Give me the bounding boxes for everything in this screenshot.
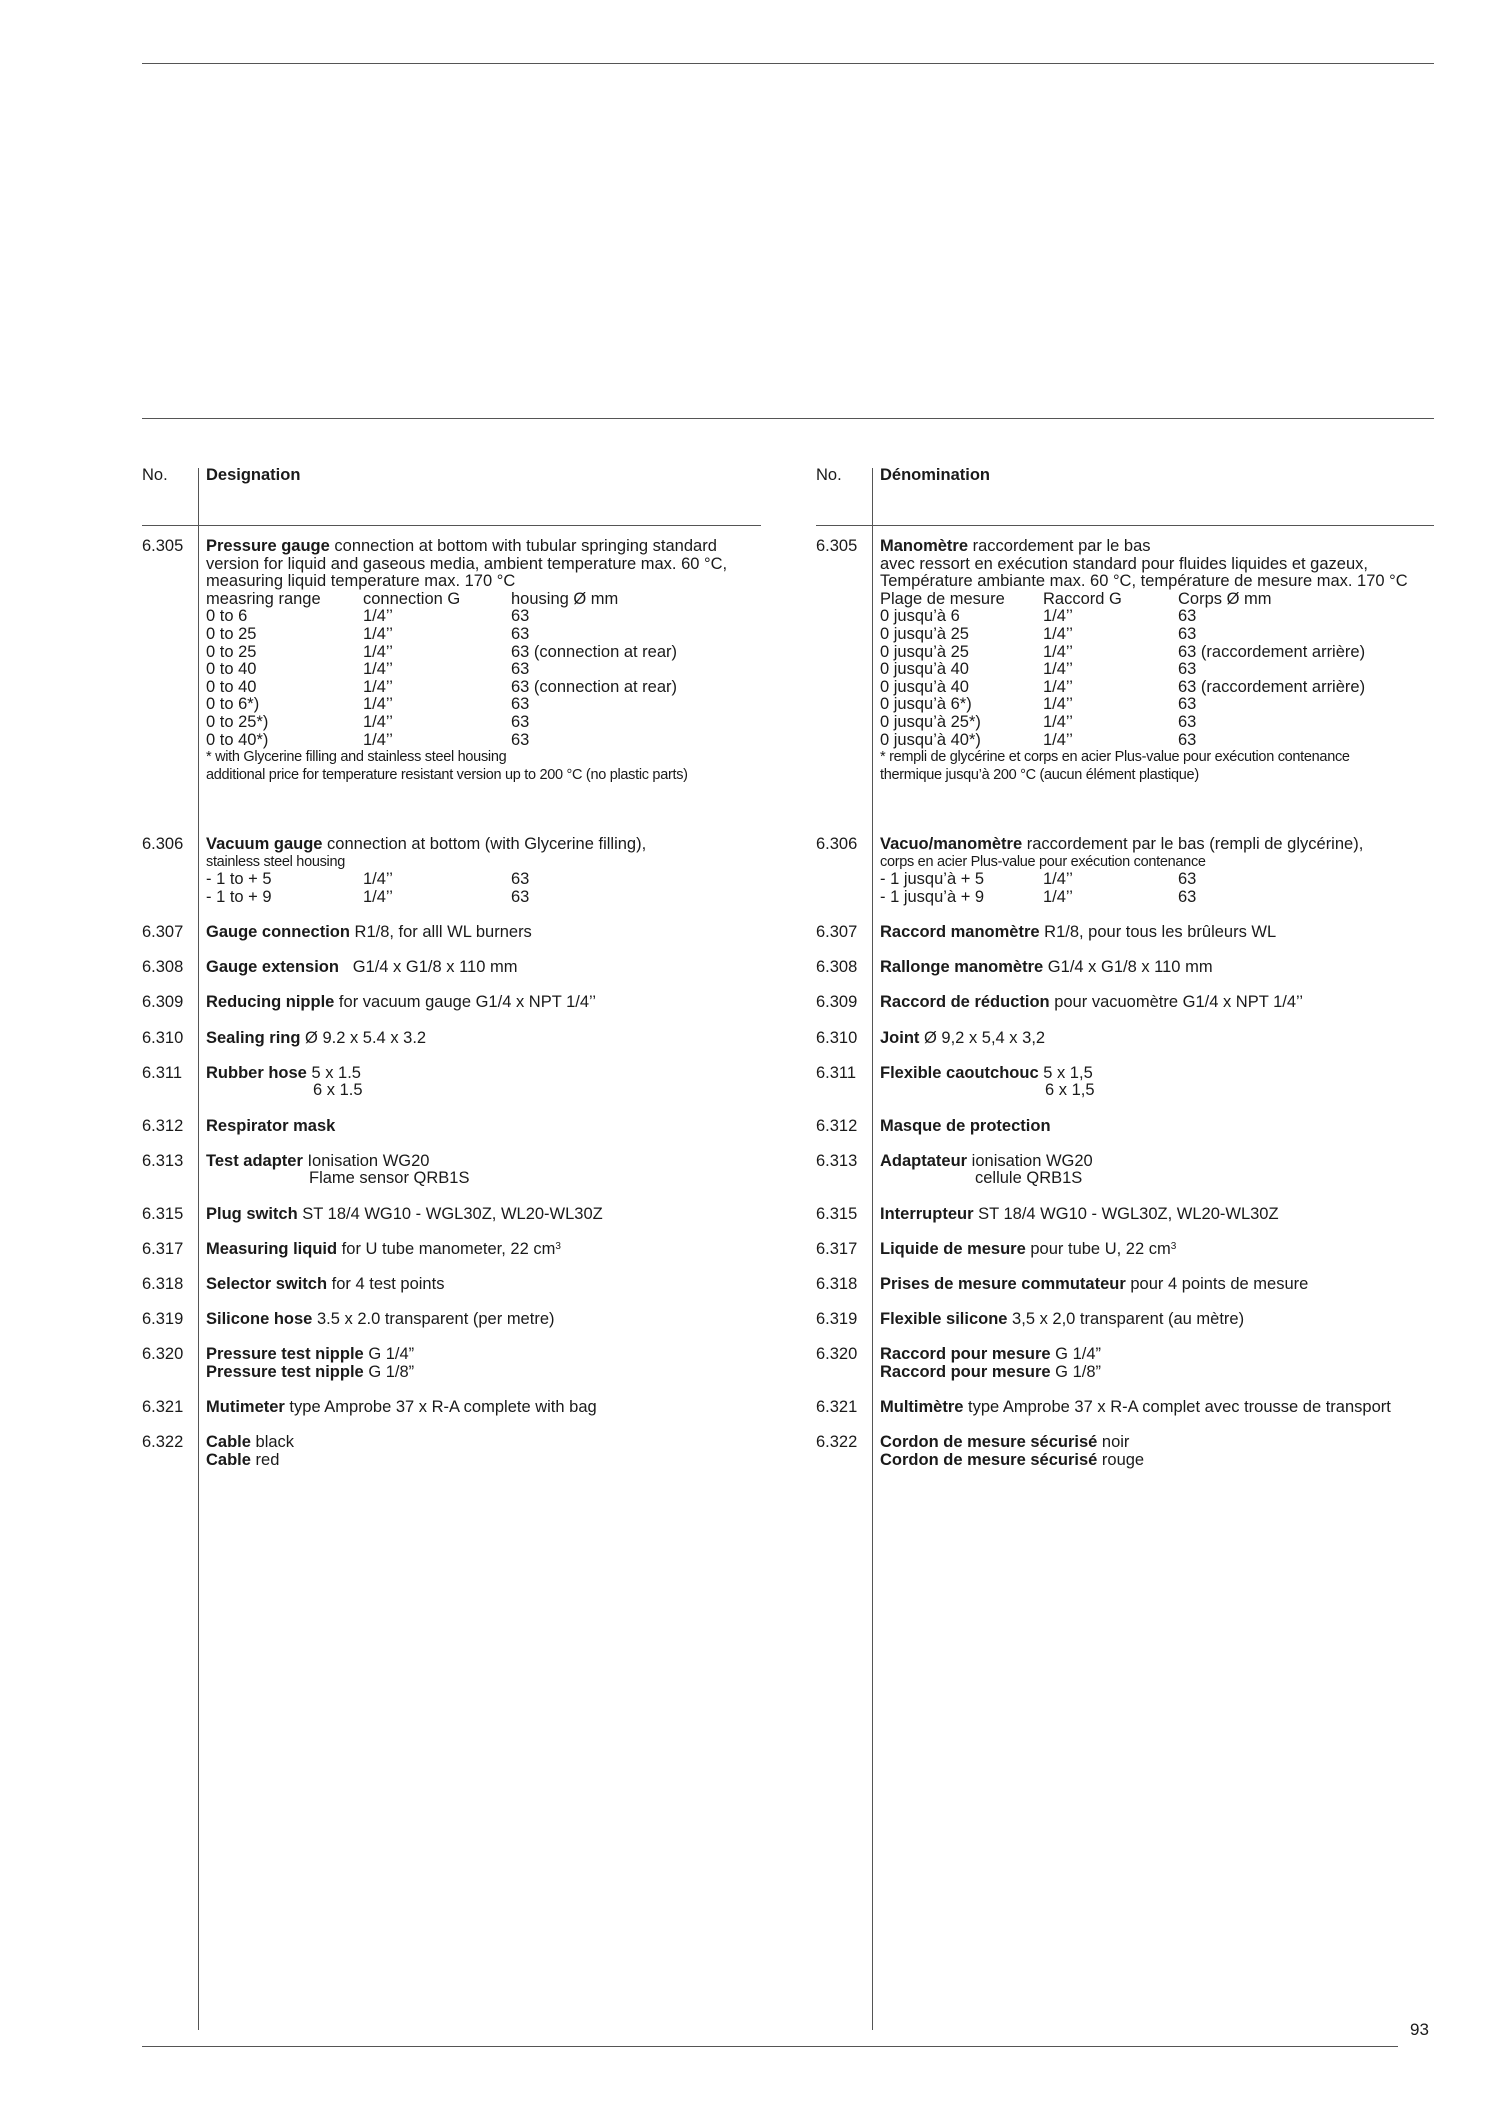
description-line: avec ressort en exécution standard pour fluides liquides et gazeux, <box>880 554 1368 573</box>
item-number: 6.307 <box>142 923 184 941</box>
item-title: Pressure gauge <box>206 537 330 555</box>
description-line <box>880 1399 1391 1417</box>
spec-cell: 0 to 25*) <box>206 712 269 731</box>
spec-cell: 1/4’’ <box>363 624 393 643</box>
description-line <box>206 1452 294 1470</box>
spec-row <box>206 871 646 889</box>
spec-cell: Corps Ø mm <box>1178 589 1272 608</box>
description-line: Température ambiante max. 60 °C, température de mesure max. 170 °C <box>880 572 1408 591</box>
item-description <box>206 1346 414 1381</box>
spec-row <box>880 889 1363 907</box>
spec-cell: 63 <box>1178 712 1197 731</box>
item-title: Cordon de mesure sécurisé <box>880 1450 1098 1469</box>
item-number: 6.312 <box>816 1116 858 1135</box>
footnote: thermique jusqu’à 200 °C (aucun élément plastique) <box>880 766 1199 783</box>
right-header-rule <box>816 525 1434 526</box>
spec-row <box>206 661 727 679</box>
item-title: Pressure test nipple <box>206 1345 364 1364</box>
description-line <box>206 924 532 942</box>
item-title: Interrupteur <box>880 1204 974 1223</box>
description-line <box>206 538 727 556</box>
item-description <box>206 1241 561 1259</box>
spec-cell: 63 <box>511 607 530 626</box>
spec-cell: 63 <box>511 730 530 749</box>
item-text: raccordement par le bas (rempli de glycérine), <box>1022 835 1364 853</box>
description-line <box>880 1153 1093 1171</box>
section-rule <box>142 418 1434 419</box>
item-description <box>880 1118 1051 1136</box>
item-number: 6.319 <box>816 1310 858 1329</box>
footnote: * rempli de glycérine et corps en acier Plus-value pour exécution contenance <box>880 749 1350 766</box>
spec-cell: 0 jusqu’à 25*) <box>880 712 981 731</box>
description-line <box>880 1276 1308 1294</box>
item-title: Joint <box>880 1028 920 1047</box>
item-title: Raccord pour mesure <box>880 1362 1051 1381</box>
spec-cell: Plage de mesure <box>880 589 1005 608</box>
item-description <box>880 1030 1045 1048</box>
item-description <box>206 1434 294 1469</box>
footnote: additional price for temperature resistant version up to 200 °C (no plastic parts) <box>206 766 688 783</box>
item-text: pour 4 points de mesure <box>1125 1275 1309 1293</box>
item-title: Test adapter <box>206 1151 303 1170</box>
item-title: Silicone hose <box>206 1310 313 1329</box>
spec-cell: 63 <box>1178 624 1197 643</box>
item-text: G 1/8” <box>1050 1362 1101 1381</box>
item-description <box>206 959 517 977</box>
item-text: connection at bottom with tubular springing standard <box>329 537 717 555</box>
description-line: stainless steel housing <box>206 853 345 870</box>
item-text: red <box>250 1450 280 1469</box>
item-title: Adaptateur <box>880 1151 968 1170</box>
item-text: Ø 9.2 x 5.4 x 3.2 <box>300 1028 427 1047</box>
item-text: 3.5 x 2.0 transparent (per metre) <box>312 1310 555 1329</box>
spec-cell: Raccord G <box>1043 589 1122 608</box>
spec-cell: 63 <box>511 870 530 889</box>
spec-row <box>206 591 727 609</box>
item-text: connection at bottom (with Glycerine filling), <box>322 835 647 853</box>
spec-cell: 63 (connection at rear) <box>511 642 678 661</box>
item-number: 6.311 <box>142 1063 183 1082</box>
left-header-no: No. <box>142 466 168 484</box>
spec-row <box>880 732 1408 750</box>
footnote: * with Glycerine filling and stainless steel housing <box>206 749 507 766</box>
spec-cell: 1/4’’ <box>1043 712 1073 731</box>
spec-cell: 1/4’’ <box>1043 660 1073 679</box>
description-line <box>206 1311 555 1329</box>
item-title: Raccord pour mesure <box>880 1345 1051 1364</box>
page-number: 93 <box>1410 2020 1429 2039</box>
item-title: Respirator mask <box>206 1116 336 1135</box>
item-title: Cable <box>206 1433 251 1452</box>
item-title: Sealing ring <box>206 1028 301 1047</box>
item-description <box>880 924 1276 942</box>
item-title: Mutimeter <box>206 1398 285 1417</box>
item-description <box>880 1434 1144 1469</box>
item-number: 6.318 <box>142 1275 184 1293</box>
spec-row <box>880 644 1408 662</box>
description-line <box>206 1241 561 1259</box>
item-text: G 1/4” <box>1050 1345 1101 1364</box>
spec-cell: 1/4’’ <box>1043 870 1073 889</box>
item-title: Liquide de mesure <box>880 1239 1026 1258</box>
bottom-rule <box>142 2046 1398 2047</box>
item-number: 6.309 <box>142 993 184 1012</box>
item-title: Raccord manomètre <box>880 923 1040 941</box>
spec-cell: 1/4’’ <box>1043 624 1073 643</box>
item-title: Vacuum gauge <box>206 835 323 853</box>
description-line <box>880 538 1408 556</box>
description-line <box>206 1153 469 1171</box>
description-line <box>880 1452 1144 1470</box>
spec-cell: - 1 to + 9 <box>206 887 272 906</box>
item-description <box>206 538 727 784</box>
item-number: 6.315 <box>142 1204 184 1223</box>
spec-cell: 1/4’’ <box>363 660 393 679</box>
item-title: Flexible silicone <box>880 1310 1008 1329</box>
item-text: 3,5 x 2,0 transparent (au mètre) <box>1007 1310 1245 1329</box>
top-rule <box>142 63 1434 64</box>
item-description <box>880 994 1303 1012</box>
item-description <box>880 538 1408 784</box>
spec-cell: measring range <box>206 589 321 608</box>
spec-row <box>206 644 727 662</box>
item-text: ST 18/4 WG10 - WGL30Z, WL20-WL30Z <box>297 1204 603 1223</box>
description-line <box>880 1030 1045 1048</box>
description-line <box>206 1065 363 1083</box>
spec-row <box>206 608 727 626</box>
spec-cell: 0 jusqu’à 40 <box>880 660 969 679</box>
item-description <box>206 924 532 942</box>
spec-cell: 1/4’’ <box>1043 677 1073 696</box>
item-title: Measuring liquid <box>206 1239 338 1258</box>
item-title: Gauge connection <box>206 923 350 941</box>
spec-cell: 63 <box>511 624 530 643</box>
item-description <box>206 994 596 1012</box>
description-line: Flame sensor QRB1S <box>309 1169 470 1188</box>
item-number: 6.321 <box>142 1398 184 1417</box>
spec-row <box>206 696 727 714</box>
item-text: G1/4 x G1/8 x 110 mm <box>338 958 518 977</box>
spec-row <box>880 608 1408 626</box>
spec-cell: 0 to 6*) <box>206 695 260 714</box>
left-header-rule <box>142 525 761 526</box>
item-description <box>880 1206 1279 1224</box>
spec-cell: - 1 to + 5 <box>206 870 272 889</box>
description-line <box>206 1118 335 1136</box>
item-description <box>880 1311 1244 1329</box>
item-number: 6.317 <box>816 1239 858 1258</box>
item-number: 6.312 <box>142 1116 184 1135</box>
spec-cell: 63 (connection at rear) <box>511 677 678 696</box>
item-title: Multimètre <box>880 1398 964 1417</box>
item-title: Rubber hose <box>206 1063 307 1082</box>
item-text: rouge <box>1097 1450 1145 1469</box>
spec-cell: 0 to 40*) <box>206 730 269 749</box>
spec-cell: 1/4’’ <box>363 695 393 714</box>
item-number: 6.309 <box>816 993 858 1012</box>
item-text: raccordement par le bas <box>968 537 1151 555</box>
description-line <box>880 1434 1144 1452</box>
description-line: corps en acier Plus-value pour exécution contenance <box>880 853 1206 870</box>
spec-cell: connection G <box>363 589 461 608</box>
item-number: 6.306 <box>816 835 858 853</box>
spec-cell: 63 (raccordement arrière) <box>1178 677 1366 696</box>
item-description <box>880 1241 1176 1259</box>
spec-cell: 0 jusqu’à 6 <box>880 607 960 626</box>
item-number: 6.306 <box>142 835 184 853</box>
spec-cell: 63 <box>1178 870 1197 889</box>
item-text: Ø 9,2 x 5,4 x 3,2 <box>919 1028 1046 1047</box>
superscript: 3 <box>1170 1240 1177 1252</box>
item-text: G 1/4” <box>363 1345 415 1364</box>
spec-cell: 0 to 6 <box>206 607 248 626</box>
item-description <box>206 1153 469 1188</box>
item-title: Masque de protection <box>880 1116 1051 1135</box>
item-number: 6.318 <box>816 1275 858 1293</box>
spec-cell: 63 <box>1178 887 1197 906</box>
spec-row <box>206 679 727 697</box>
item-number: 6.311 <box>816 1063 857 1082</box>
spec-cell: 0 to 40 <box>206 677 257 696</box>
item-number: 6.310 <box>816 1028 858 1047</box>
right-header-title: Dénomination <box>880 466 990 484</box>
item-title: Prises de mesure commutateur <box>880 1275 1126 1293</box>
description-line <box>880 1346 1101 1364</box>
spec-cell: 63 <box>511 695 530 714</box>
spec-cell: 1/4’’ <box>363 642 393 661</box>
spec-cell: 63 <box>511 887 530 906</box>
spec-cell: 0 jusqu’à 6*) <box>880 695 972 714</box>
spec-cell: 1/4’’ <box>363 677 393 696</box>
left-header-title: Designation <box>206 466 301 484</box>
item-title: Cable <box>206 1450 251 1469</box>
item-title: Vacuo/manomètre <box>880 835 1023 853</box>
description-line <box>880 1311 1244 1329</box>
description-line <box>206 1399 597 1417</box>
item-text: G1/4 x G1/8 x 110 mm <box>1043 958 1213 977</box>
description-line <box>880 1065 1095 1083</box>
spec-cell: 63 <box>1178 660 1197 679</box>
spec-cell: 63 <box>511 660 530 679</box>
item-title: Rallonge manomètre <box>880 958 1044 977</box>
description-line <box>206 994 596 1012</box>
item-number: 6.305 <box>142 537 184 555</box>
spec-cell: 63 <box>511 712 530 731</box>
description-line: 6 x 1,5 <box>1045 1081 1095 1100</box>
item-description <box>206 836 646 906</box>
item-description <box>206 1118 335 1136</box>
spec-row <box>880 626 1408 644</box>
spec-row <box>880 591 1408 609</box>
item-description <box>206 1030 426 1048</box>
item-description <box>206 1065 363 1100</box>
spec-cell: 0 to 40 <box>206 660 257 679</box>
description-line <box>206 959 517 977</box>
description-line: 6 x 1.5 <box>313 1081 363 1100</box>
description-line <box>206 836 646 854</box>
item-text: ST 18/4 WG10 - WGL30Z, WL20-WL30Z <box>973 1204 1279 1223</box>
description-line <box>880 1206 1279 1224</box>
item-text: Ionisation WG20 <box>302 1151 430 1170</box>
spec-cell: 0 jusqu’à 25 <box>880 642 969 661</box>
spec-row <box>880 696 1408 714</box>
spec-cell: 63 (raccordement arrière) <box>1178 642 1366 661</box>
description-line: measuring liquid temperature max. 170 °C <box>206 572 516 591</box>
item-number: 6.315 <box>816 1204 858 1223</box>
item-number: 6.320 <box>142 1345 184 1364</box>
description-line <box>206 1276 444 1294</box>
description-line: version for liquid and gaseous media, ambient temperature max. 60 °C, <box>206 554 728 573</box>
spec-cell: 63 <box>1178 607 1197 626</box>
description-line <box>206 1346 414 1364</box>
item-description <box>206 1311 555 1329</box>
item-text: 5 x 1,5 <box>1038 1063 1093 1082</box>
description-line <box>206 1364 414 1382</box>
spec-row <box>880 871 1363 889</box>
left-column-divider <box>198 468 199 2030</box>
spec-row <box>880 661 1408 679</box>
item-description <box>206 1276 444 1294</box>
description-line <box>880 1364 1101 1382</box>
spec-cell: 1/4’’ <box>363 607 393 626</box>
description-line: cellule QRB1S <box>975 1169 1083 1188</box>
item-description <box>880 1276 1308 1294</box>
item-number: 6.317 <box>142 1239 184 1258</box>
item-description <box>880 1065 1095 1100</box>
item-text: black <box>250 1433 295 1452</box>
item-description <box>880 1153 1093 1188</box>
item-title: Plug switch <box>206 1204 298 1223</box>
item-text: pour tube U, 22 cm <box>1025 1239 1171 1258</box>
item-title: Pressure test nipple <box>206 1362 364 1381</box>
description-line <box>880 924 1276 942</box>
right-column-divider <box>872 468 873 2030</box>
description-line <box>206 1434 294 1452</box>
item-text: type Amprobe 37 x R-A complete with bag <box>284 1398 597 1417</box>
spec-cell: 1/4’’ <box>1043 887 1073 906</box>
spec-cell: 0 jusqu’à 25 <box>880 624 969 643</box>
item-text: for vacuum gauge G1/4 x NPT 1/4’’ <box>334 993 597 1012</box>
description-line <box>206 1206 603 1224</box>
item-text: noir <box>1097 1433 1130 1452</box>
right-header-no: No. <box>816 466 842 484</box>
item-number: 6.310 <box>142 1028 184 1047</box>
item-title: Gauge extension <box>206 958 339 977</box>
item-text: ionisation WG20 <box>967 1151 1093 1170</box>
item-text: 5 x 1.5 <box>306 1063 361 1082</box>
item-description <box>206 1399 597 1417</box>
spec-cell: 0 jusqu’à 40 <box>880 677 969 696</box>
item-number: 6.319 <box>142 1310 184 1329</box>
item-text: for U tube manometer, 22 cm <box>337 1239 556 1258</box>
item-text: for 4 test points <box>327 1275 445 1293</box>
item-title: Raccord de réduction <box>880 993 1050 1012</box>
item-title: Flexible caoutchouc <box>880 1063 1039 1082</box>
item-text: R1/8, for alll WL burners <box>349 923 532 941</box>
spec-cell: 1/4’’ <box>1043 607 1073 626</box>
spec-cell: 63 <box>1178 730 1197 749</box>
spec-row <box>206 626 727 644</box>
item-number: 6.321 <box>816 1398 858 1417</box>
item-title: Selector switch <box>206 1275 328 1293</box>
spec-cell: 63 <box>1178 695 1197 714</box>
description-line <box>880 994 1303 1012</box>
description-line <box>880 1118 1051 1136</box>
item-number: 6.308 <box>142 958 184 977</box>
spec-row <box>880 714 1408 732</box>
spec-cell: - 1 jusqu’à + 5 <box>880 870 985 889</box>
superscript: 3 <box>555 1240 561 1252</box>
item-description <box>880 1346 1101 1381</box>
spec-cell: 1/4’’ <box>1043 642 1073 661</box>
description-line <box>880 836 1363 854</box>
item-number: 6.305 <box>816 537 858 555</box>
item-number: 6.308 <box>816 958 858 977</box>
spec-row <box>206 889 646 907</box>
spec-row <box>206 732 727 750</box>
item-number: 6.320 <box>816 1345 858 1364</box>
item-description <box>880 836 1363 906</box>
item-number: 6.313 <box>816 1151 858 1170</box>
item-text: R1/8, pour tous les brûleurs WL <box>1039 923 1277 941</box>
item-number: 6.322 <box>816 1433 858 1452</box>
spec-cell: 1/4’’ <box>363 730 393 749</box>
spec-row <box>206 714 727 732</box>
spec-cell: 1/4’’ <box>363 712 393 731</box>
spec-cell: housing Ø mm <box>511 589 619 608</box>
item-title: Manomètre <box>880 537 969 555</box>
spec-cell: 1/4’’ <box>1043 695 1073 714</box>
item-text: pour vacuomètre G1/4 x NPT 1/4’’ <box>1049 993 1304 1012</box>
item-title: Cordon de mesure sécurisé <box>880 1433 1098 1452</box>
spec-cell: 0 jusqu’à 40*) <box>880 730 981 749</box>
item-title: Reducing nipple <box>206 993 335 1012</box>
description-line <box>880 959 1213 977</box>
item-number: 6.313 <box>142 1151 184 1170</box>
spec-cell: - 1 jusqu’à + 9 <box>880 887 985 906</box>
spec-cell: 0 to 25 <box>206 624 257 643</box>
description-line <box>880 1241 1176 1259</box>
item-description <box>880 1399 1391 1417</box>
item-number: 6.307 <box>816 923 858 941</box>
spec-cell: 1/4’’ <box>1043 730 1073 749</box>
item-text: G 1/8” <box>363 1362 415 1381</box>
spec-cell: 0 to 25 <box>206 642 257 661</box>
item-description <box>206 1206 603 1224</box>
item-number: 6.322 <box>142 1433 184 1452</box>
spec-cell: 1/4’’ <box>363 887 393 906</box>
item-description <box>880 959 1213 977</box>
description-line <box>206 1030 426 1048</box>
spec-cell: 1/4’’ <box>363 870 393 889</box>
spec-row <box>880 679 1408 697</box>
item-text: type Amprobe 37 x R-A complet avec trousse de transport <box>963 1398 1391 1417</box>
